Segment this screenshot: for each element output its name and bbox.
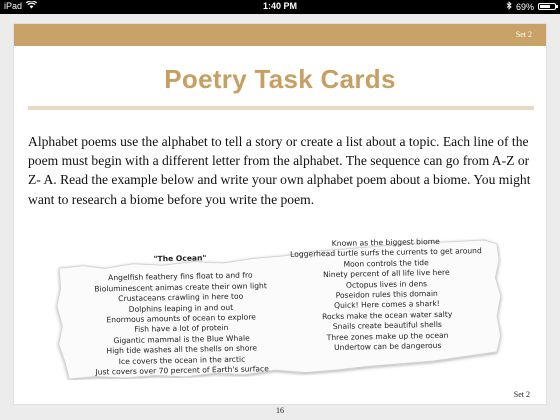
poem-line-u: Undertow can be dangerous bbox=[333, 340, 442, 353]
battery-icon bbox=[538, 3, 556, 10]
battery-fill bbox=[540, 5, 550, 8]
status-bar bbox=[0, 0, 560, 14]
poem-line-t: Three zones make up the ocean bbox=[326, 330, 449, 342]
poem-line-f: Fish have a lot of protein bbox=[134, 323, 229, 335]
poem-line-i: Ice covers the ocean in the arctic bbox=[118, 354, 246, 366]
poem-line-h: High tide washes all the shells on shore bbox=[106, 343, 258, 356]
poem-line-n: Ninety percent of all life live here bbox=[322, 267, 450, 280]
poem-line-e: Enormous amounts of ocean to explore bbox=[106, 312, 257, 325]
poem-line-r: Rocks make the ocean water salty bbox=[321, 309, 453, 322]
bluetooth-icon bbox=[506, 1, 512, 12]
instructions-text: Alphabet poems use the alphabet to tell a story or create a list about a topic. Each line of the poem must begin with a different letter from the alphabet. The sequence can go from A-Z or Z- A. Read the example below and write your own alphabet poem about a biome. You might want to research a biome before you write the poem. bbox=[28, 134, 531, 207]
status-right bbox=[506, 1, 556, 12]
poem-title: "The Ocean" bbox=[153, 253, 207, 264]
device-label: iPad bbox=[4, 1, 23, 11]
clock: 1:40 PM bbox=[262, 1, 297, 11]
poem-line-k: Known as the biggest biome bbox=[331, 236, 440, 248]
poem-line-s: Snails create beautiful shells bbox=[332, 320, 442, 332]
task-card-page bbox=[14, 24, 546, 404]
poem-line-l: Loggerhead turtle surfs the currents to get around bbox=[290, 246, 482, 260]
page-number: 16 bbox=[276, 406, 284, 415]
poem-line-d: Dolphins leaping in and out bbox=[128, 302, 234, 314]
poem-left-column bbox=[75, 252, 287, 378]
battery-percent: 69% bbox=[515, 1, 534, 12]
poem-line-b: Bioluminescent animas create their own light bbox=[94, 281, 267, 294]
set-label-top: Set 2 bbox=[515, 30, 532, 39]
poem-line-o: Octopus lives in dens bbox=[345, 278, 428, 290]
poem-line-c: Crustaceans crawling in here too bbox=[118, 291, 244, 304]
torn-paper-poem bbox=[53, 238, 505, 381]
poem-line-j: Just covers over 70 percent of Earth's surface bbox=[95, 364, 269, 377]
poem-line-m: Moon controls the tide bbox=[343, 257, 429, 269]
poem-right-column bbox=[281, 236, 493, 354]
card-header-bar bbox=[14, 24, 546, 46]
page-title: Poetry Task Cards bbox=[164, 64, 396, 94]
set-label-bottom: Set 2 bbox=[513, 390, 530, 399]
poem-line-p: Poseidon rules this domain bbox=[335, 288, 438, 300]
poem-line-q: Quick! Here comes a shark! bbox=[334, 299, 440, 311]
poem-line-a: Angelfish feathery fins float to and fro bbox=[108, 270, 253, 283]
title-divider bbox=[28, 106, 534, 110]
poem-line-g: Gigantic mammal is the Blue Whale bbox=[113, 333, 250, 346]
